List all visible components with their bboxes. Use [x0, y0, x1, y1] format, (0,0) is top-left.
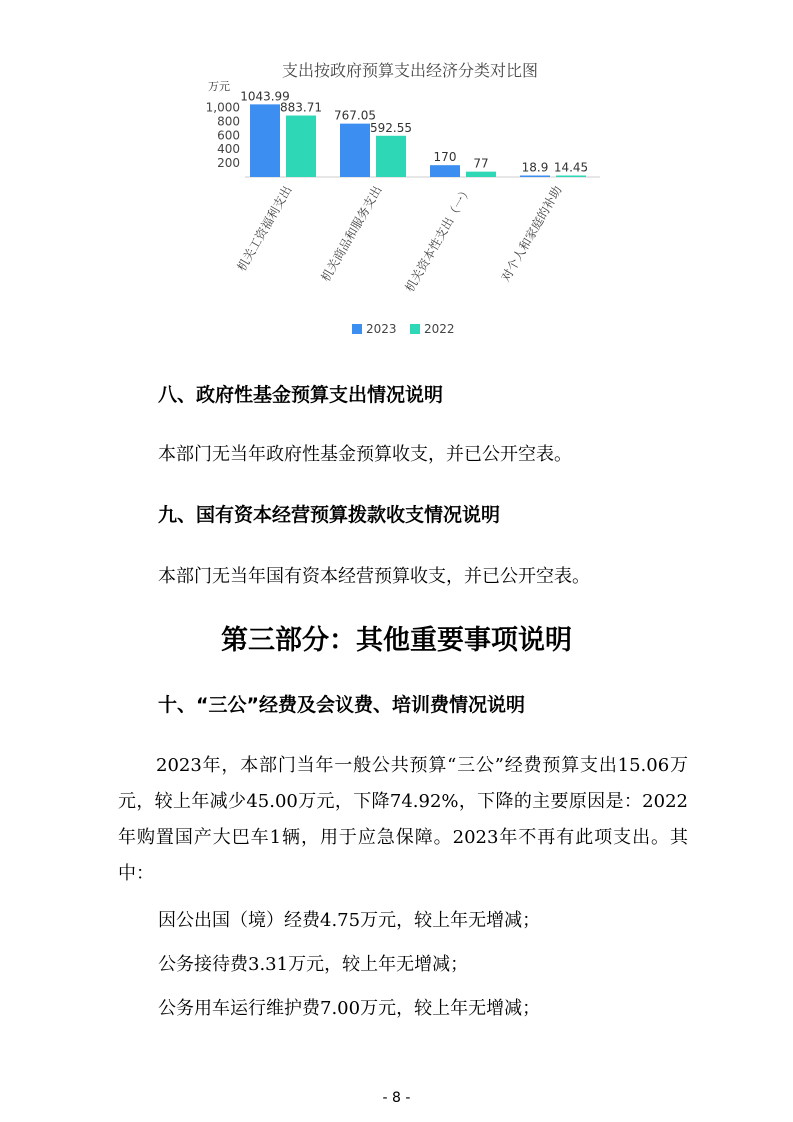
data-label: 77 — [473, 156, 489, 171]
legend-label-2022: 2022 — [424, 322, 455, 336]
data-label: 14.45 — [553, 160, 589, 175]
bar-2023 — [250, 104, 280, 177]
part-3-title: 第三部分：其他重要事项说明 — [221, 625, 572, 656]
y-tick-label: 600 — [217, 128, 240, 143]
category-label: 机关工资福利支出 — [234, 183, 295, 274]
bar-2023 — [520, 176, 550, 178]
category-label: 机关商品和服务支出 — [318, 183, 385, 285]
chart-title: 支出按政府预算支出经济分类对比图 — [281, 61, 539, 80]
data-label: 592.55 — [370, 120, 412, 135]
y-axis-ticks — [206, 100, 240, 170]
section-9-text: 本部门无当年国有资本经营预算收支，并已公开空表。 — [158, 566, 590, 587]
bar-2022 — [376, 136, 406, 177]
section-9-heading: 九、国有资本经营预算拨款收支情况说明 — [158, 504, 501, 526]
bar-2023 — [430, 165, 460, 177]
chart-canvas — [190, 52, 630, 352]
section-8-heading: 八、政府性基金预算支出情况说明 — [158, 384, 444, 406]
category-label: 机关资本性支出（一） — [402, 183, 475, 295]
y-axis-unit: 万元 — [208, 80, 230, 93]
bar-2022 — [286, 116, 316, 177]
category-label: 对个人和家庭的补助 — [498, 183, 565, 285]
section-8-text: 本部门无当年政府性基金预算收支，并已公开空表。 — [158, 444, 572, 465]
section-10-line-1: 因公出国（境）经费4.75万元，较上年无增减； — [158, 910, 541, 931]
bar-2023 — [340, 124, 370, 177]
data-label: 170 — [433, 150, 457, 165]
bar-series — [240, 89, 588, 177]
legend-swatch-2022 — [410, 324, 420, 334]
section-10-paragraph-text: 2023年，本部门当年一般公共预算“三公”经费预算支出15.06万元，较上年减少45.00万元，下降74.92%，下降的主要原因是：2022年购置国产大巴车1辆，用于应急保障。2023年不再有此项支出。其中： — [118, 755, 688, 884]
bar-2022 — [466, 172, 496, 177]
chart-legend[interactable] — [352, 322, 455, 336]
legend-label-2023: 2023 — [366, 322, 397, 336]
legend-swatch-2023 — [352, 324, 362, 334]
y-tick-label: 1,000 — [205, 100, 240, 115]
y-tick-label: 800 — [217, 114, 240, 129]
x-axis-categories — [234, 183, 565, 294]
data-label: 18.9 — [521, 160, 549, 175]
section-10-paragraph — [118, 748, 688, 892]
data-label: 1043.99 — [240, 89, 290, 104]
data-label: 767.05 — [334, 108, 376, 123]
y-tick-label: 200 — [217, 156, 240, 171]
section-10-heading: 十、“三公”经费及会议费、培训费情况说明 — [158, 694, 525, 716]
section-10-line-3: 公务用车运行维护费7.00万元，较上年无增减； — [158, 998, 541, 1019]
expenditure-comparison-chart — [190, 52, 630, 352]
data-label: 883.71 — [280, 100, 322, 115]
y-tick-label: 400 — [217, 142, 240, 157]
section-10-line-2: 公务接待费3.31万元，较上年无增减； — [158, 954, 469, 975]
bar-2022 — [556, 176, 586, 178]
page-number: - 8 - — [382, 1090, 411, 1106]
